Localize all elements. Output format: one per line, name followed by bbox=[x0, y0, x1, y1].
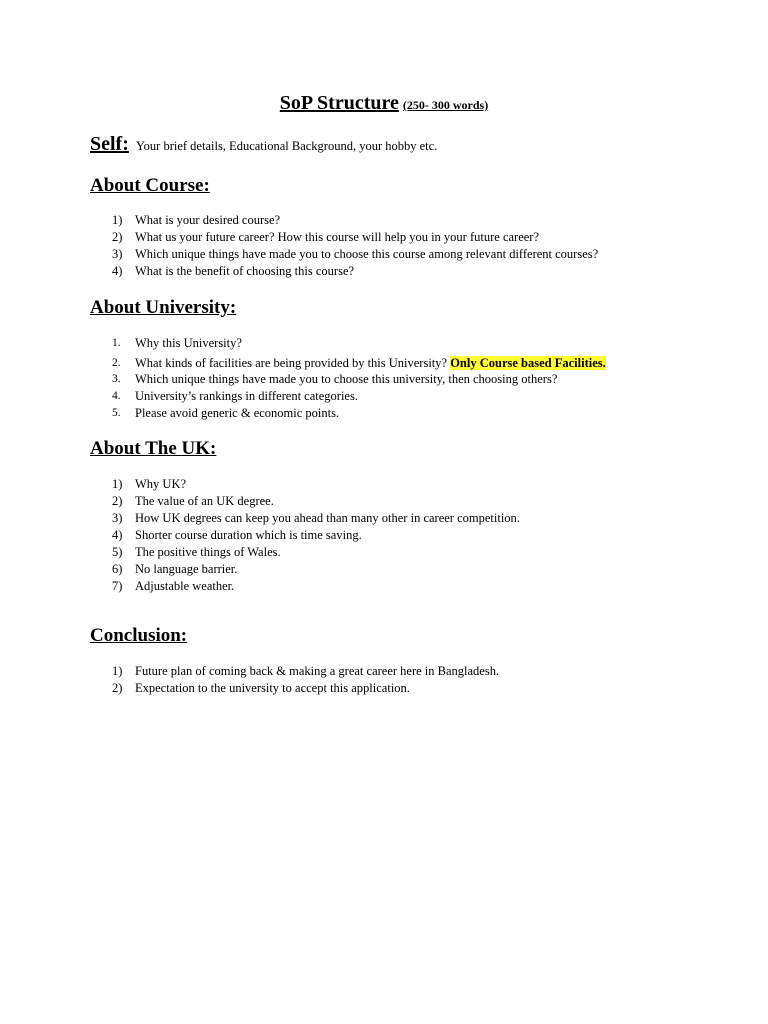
conclusion-heading: Conclusion: bbox=[90, 625, 188, 646]
course-heading: About Course: bbox=[90, 175, 210, 196]
title-subtitle: (250- 300 words) bbox=[402, 98, 489, 112]
university-heading: About University: bbox=[90, 297, 237, 318]
self-heading: Self: bbox=[90, 133, 129, 155]
uk-heading: About The UK: bbox=[90, 438, 217, 459]
title-main: SoP Structure bbox=[279, 92, 399, 114]
highlighted-text: Only Course based Facilities. bbox=[450, 356, 606, 370]
document-title bbox=[0, 92, 768, 115]
self-section bbox=[90, 133, 437, 156]
self-text: Your brief details, Educational Background, your hobby etc. bbox=[135, 139, 438, 153]
document-page: SoP Structure (250- 300 words) Self: Your brief details, Educational Background, your hobby etc. About Course: 1) What is your desired course? 2) What us your future career? How this course will help you in your future career? 3) Which unique things have made you to choose this course among relevant different courses? 4) What is the benefit of choosing this course? About University: 1. Why this University? 2. What kinds of facilities are being provided by this University? Only Course based Facilities. 3. Which unique things have made you to choose this university, then choosing others? 4. University’s rankings in different categories. 5. Please avoid generic & economic points. About The UK: 1) Why UK? 2) The value of an UK degree. 3) How UK degrees can keep you ahead than many other in career competition. 4) Shorter course duration which is time saving. 5) The positive things of Wales. 6) No language barrier. 7) Adjustable weather. Conclusion: 1) Future plan of coming back & making a great career here in Bangladesh. 2) Expectation to the university to accept this application. bbox=[0, 0, 768, 1024]
